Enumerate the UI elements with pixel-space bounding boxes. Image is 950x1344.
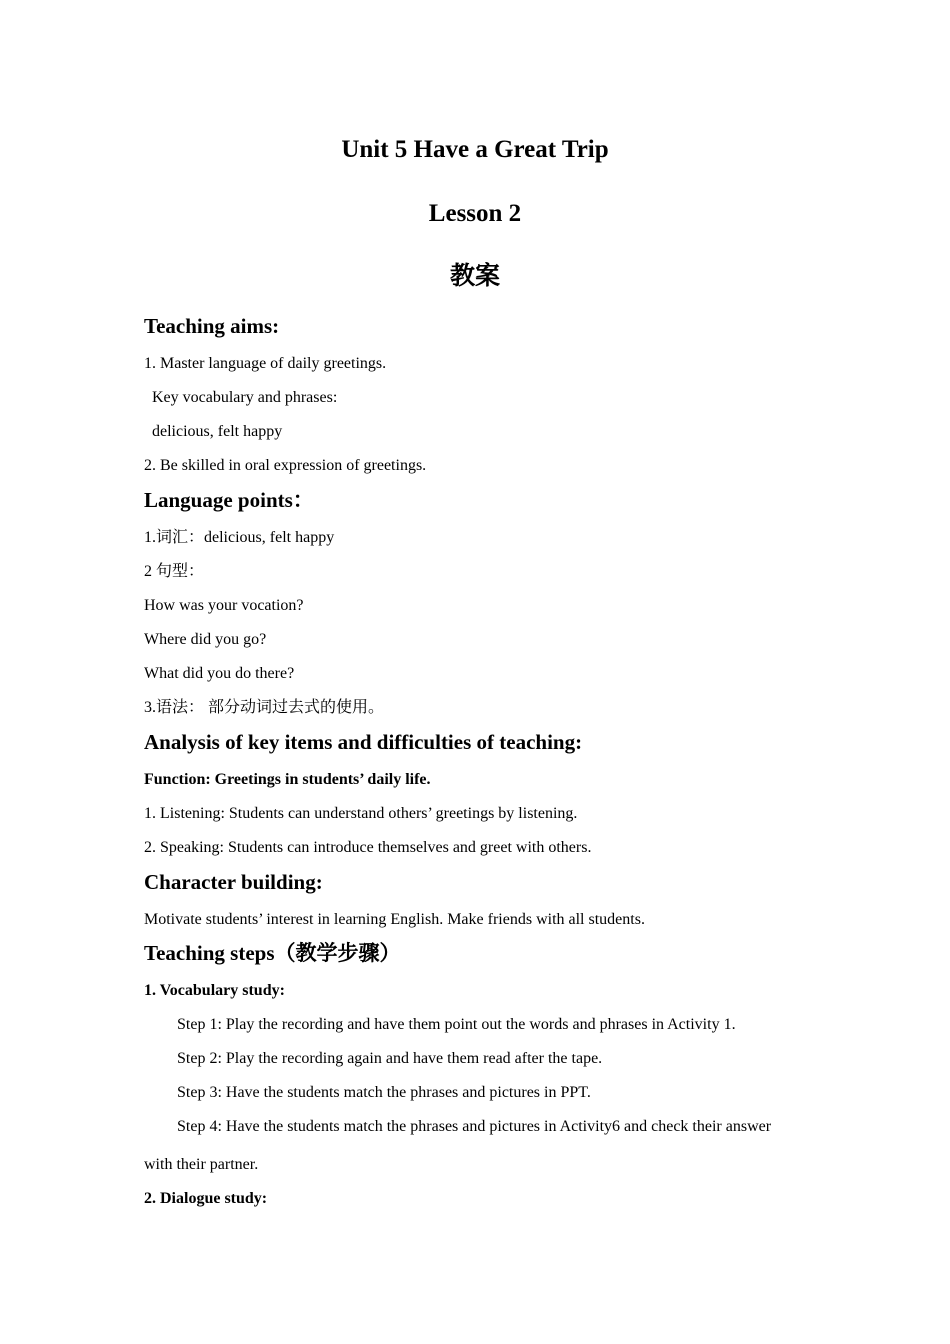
character-building-heading: Character building: xyxy=(144,870,323,894)
language-points-heading: Language points： xyxy=(144,488,314,512)
teaching-aims-heading: Teaching aims: xyxy=(144,314,280,338)
lesson-title: Lesson 2 xyxy=(428,200,522,227)
teaching-aim-item: Key vocabulary and phrases: xyxy=(152,389,338,406)
language-point-item: 2 句型： xyxy=(144,563,205,580)
teaching-aim-item: 1. Master language of daily greetings. xyxy=(144,355,387,372)
teaching-step: Step 2: Play the recording again and have them read after the tape. xyxy=(177,1050,603,1067)
character-building-text: Motivate students’ interest in learning English. Make friends with all students. xyxy=(144,911,645,928)
teaching-step: Step 4: Have the students match the phrases and pictures in Activity6 and check their answer xyxy=(177,1118,772,1135)
analysis-item: 2. Speaking: Students can introduce themselves and greet with others. xyxy=(144,839,592,856)
document-subtitle: 教案 xyxy=(449,263,500,290)
dialogue-study-heading: 2. Dialogue study: xyxy=(144,1190,268,1207)
teaching-aim-item: 2. Be skilled in oral expression of greetings. xyxy=(144,457,427,474)
analysis-item: 1. Listening: Students can understand others’ greetings by listening. xyxy=(144,805,578,822)
teaching-step: Step 1: Play the recording and have them point out the words and phrases in Activity 1. xyxy=(177,1016,736,1033)
language-point-item: How was your vocation? xyxy=(144,597,304,614)
teaching-steps-heading: Teaching steps（教学步骤） xyxy=(144,941,401,965)
analysis-heading: Analysis of key items and difficulties of teaching: xyxy=(144,730,583,754)
language-point-item: 1.词汇：delicious, felt happy xyxy=(144,529,335,546)
teaching-step-continuation: with their partner. xyxy=(144,1156,259,1173)
document-title: Unit 5 Have a Great Trip xyxy=(341,136,609,163)
language-point-item: 3.语法： 部分动词过去式的使用。 xyxy=(144,699,385,716)
language-point-item: What did you do there? xyxy=(144,665,295,682)
analysis-function: Function: Greetings in students’ daily life. xyxy=(144,771,431,788)
language-point-item: Where did you go? xyxy=(144,631,267,648)
teaching-aim-item: delicious, felt happy xyxy=(152,423,283,440)
vocabulary-study-heading: 1. Vocabulary study: xyxy=(144,982,285,999)
teaching-step: Step 3: Have the students match the phrases and pictures in PPT. xyxy=(177,1084,591,1101)
